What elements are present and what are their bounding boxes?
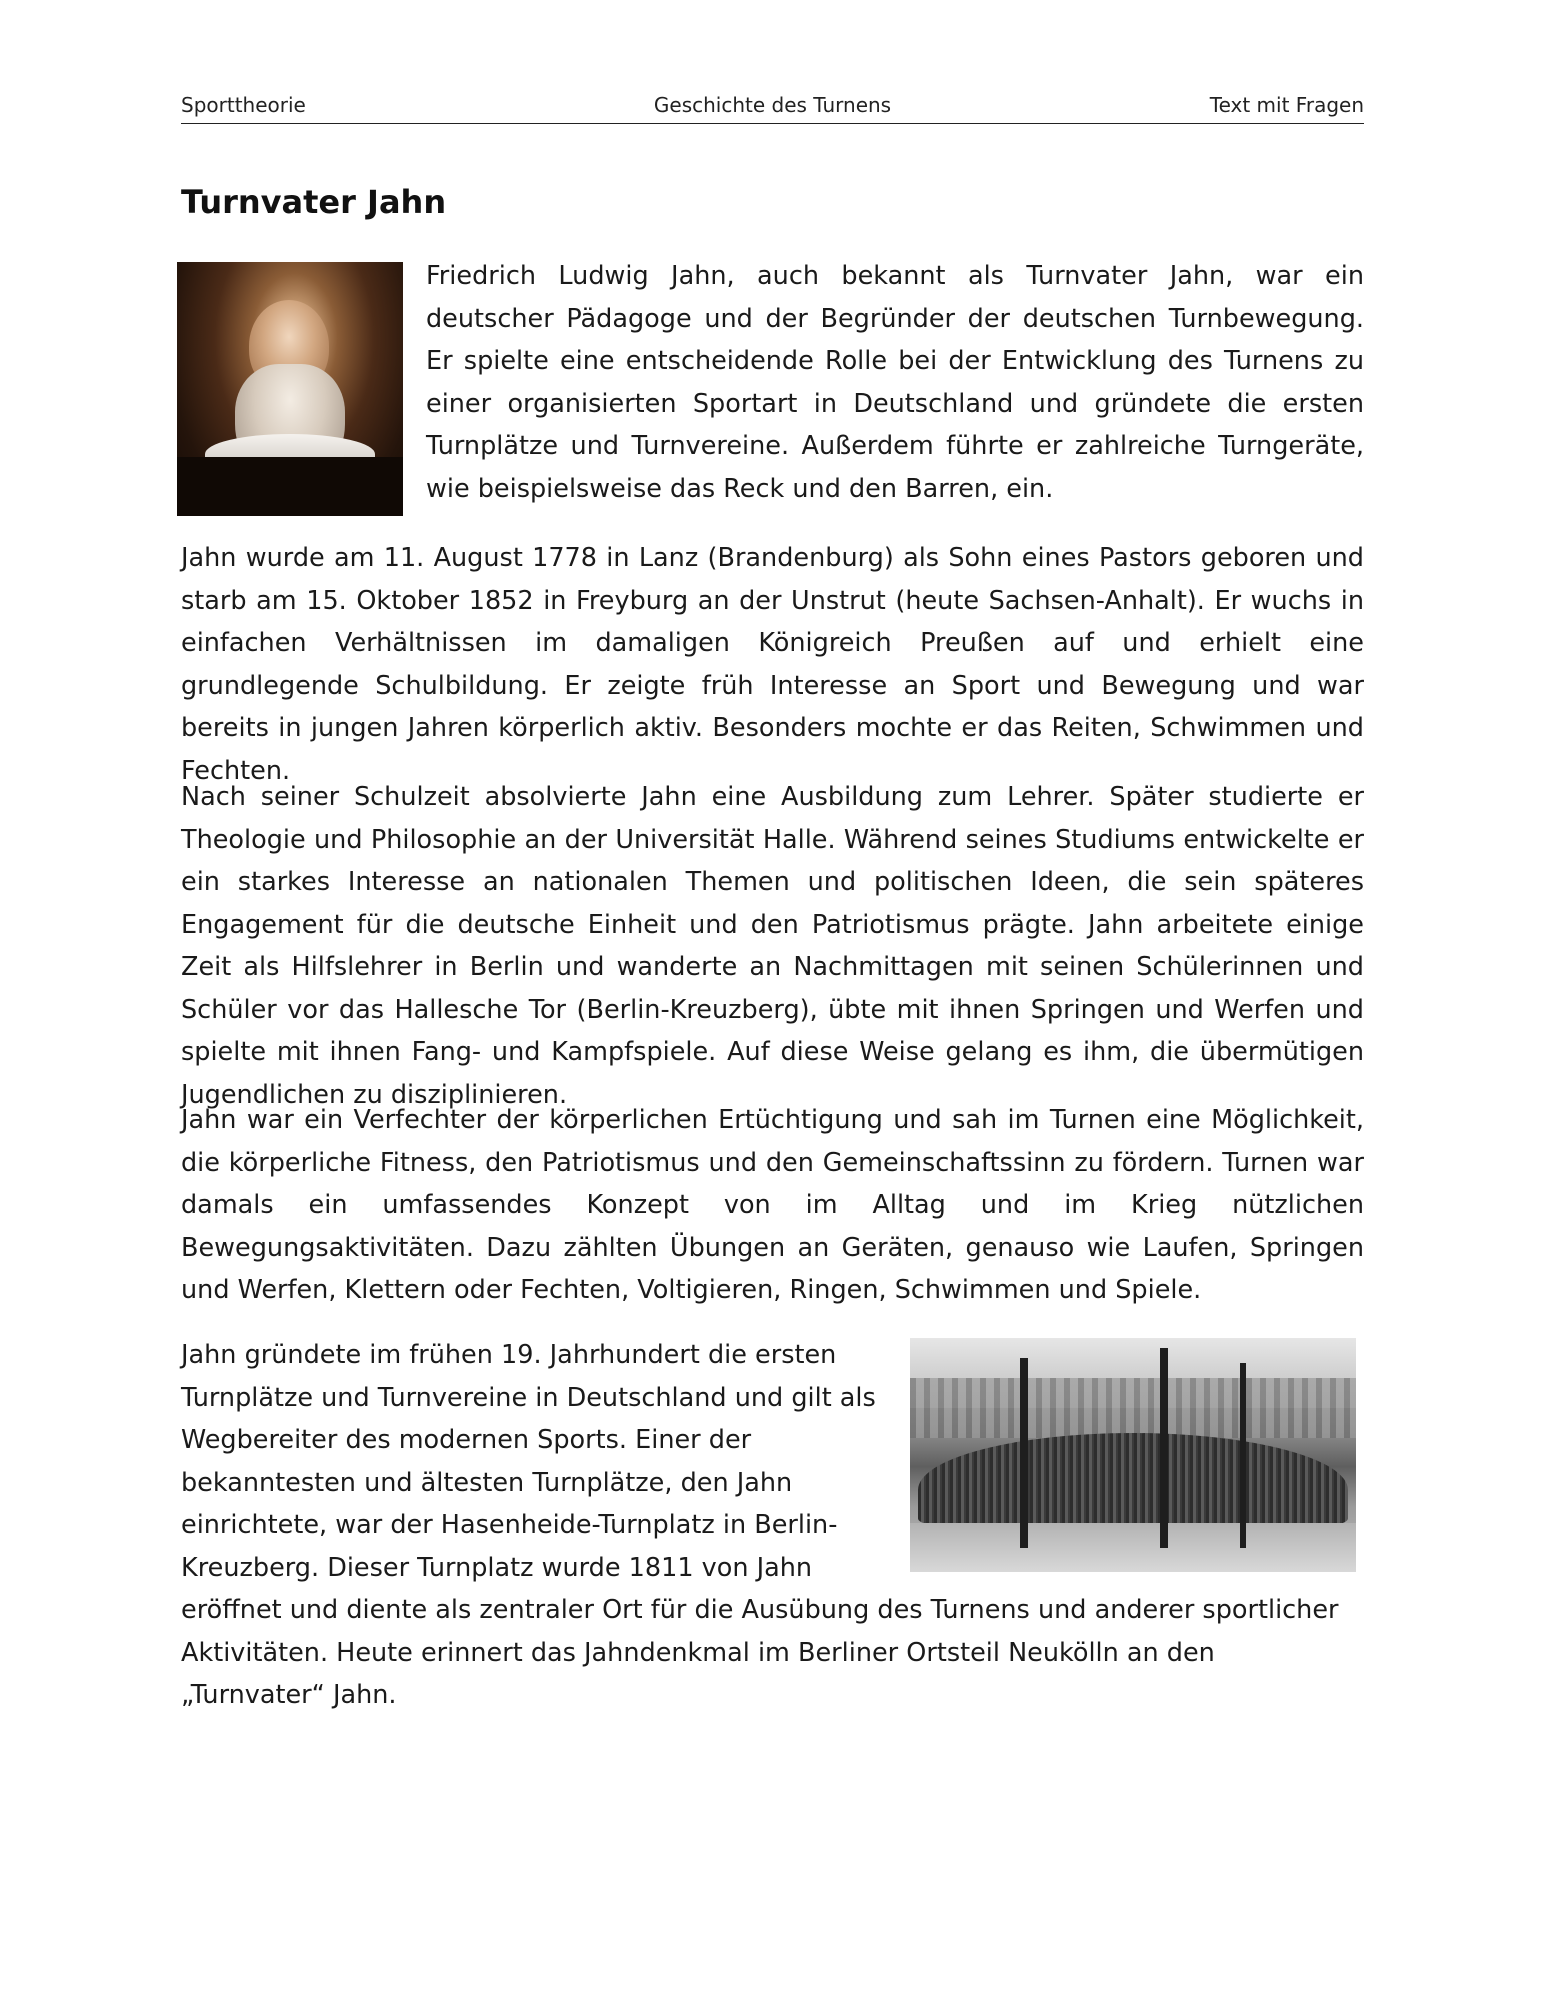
intro-block — [181, 255, 1364, 520]
header-center: Geschichte des Turnens — [653, 93, 892, 117]
turnplatz-block — [181, 1334, 1364, 1717]
turnplatz-photo-image — [910, 1338, 1356, 1572]
header-left: Sporttheorie — [181, 93, 306, 117]
page-title: Turnvater Jahn — [181, 183, 447, 221]
paragraph-intro: Friedrich Ludwig Jahn, auch bekannt als Turnvater Jahn, war ein deutscher Pädagoge und der Begründer der deutschen Turnbewegung. Er spielte eine entscheidende Rolle bei der Entwicklung des Turnens zu einer organisierten Sportart in Deutschland und gründete die ersten Turnplätze und Turnvereine. Außerdem führte er zahlreiche Turngeräte, wie beispielsweise das Reck und den Barren, ein. — [426, 261, 1364, 504]
paragraph-turnen-concept: Jahn war ein Verfechter der körperlichen Ertüchtigung und sah im Turnen eine Möglichkeit, die körperliche Fitness, den Patriotismus und den Gemeinschaftssinn zu fördern. Turnen war damals ein umfassendes Konzept von im Alltag und im Krieg nützlichen Bewegungsaktivitäten. Dazu zählten Übungen an Geräten, genauso wie Laufen, Springen und Werfen, Klettern oder Fechten, Voltigieren, Ringen, Schwimmen und Spiele. — [181, 1105, 1364, 1305]
header-right: Text mit Fragen — [1209, 93, 1364, 117]
page-header — [181, 93, 1364, 124]
jahn-portrait-image — [177, 262, 403, 516]
paragraph-biography: Jahn wurde am 11. August 1778 in Lanz (Brandenburg) als Sohn eines Pastors geboren und starb am 15. Oktober 1852 in Freyburg an der Unstrut (heute Sachsen-Anhalt). Er wuchs in einfachen Verhältnissen im damaligen Königreich Preußen auf und erhielt eine grundlegende Schulbildung. Er zeigte früh Interesse an Sport und Bewegung und war bereits in jungen Jahren körperlich aktiv. Besonders mochte er das Reiten, Schwimmen und Fechten. — [181, 543, 1364, 786]
paragraph-education: Nach seiner Schulzeit absolvierte Jahn eine Ausbildung zum Lehrer. Später studierte er Theologie und Philosophie an der Universität Halle. Während seines Studiums entwickelte er ein starkes Interesse an nationalen Themen und politischen Ideen, die sein späteres Engagement für die deutsche Einheit und den Patriotismus prägte. Jahn arbeitete einige Zeit als Hilfslehrer in Berlin und wanderte an Nachmittagen mit seinen Schülerinnen und Schüler vor das Hallesche Tor (Berlin-Kreuzberg), übte mit ihnen Springen und Werfen und spielte mit ihnen Fang- und Kampfspiele. Auf diese Weise gelang es ihm, die übermütigen Jugendlichen zu disziplinieren. — [181, 782, 1364, 1110]
paragraph-turnplatz: Jahn gründete im frühen 19. Jahrhundert die ersten Turnplätze und Turnvereine in Deutschland und gilt als Wegbereiter des modernen Sports. Einer der bekanntesten und ältesten Turnplätze, den Jahn einrichtete, war der Hasenheide-Turnplatz in Berlin-Kreuzberg. Dieser Turnplatz wurde 1811 von Jahn eröffnet und diente als zentraler Ort für die Ausübung des Turnens und anderer sportlicher Aktivitäten. Heute erinnert das Jahndenkmal im Berliner Ortsteil Neukölln an den „Turnvater“ Jahn. — [181, 1340, 1339, 1710]
